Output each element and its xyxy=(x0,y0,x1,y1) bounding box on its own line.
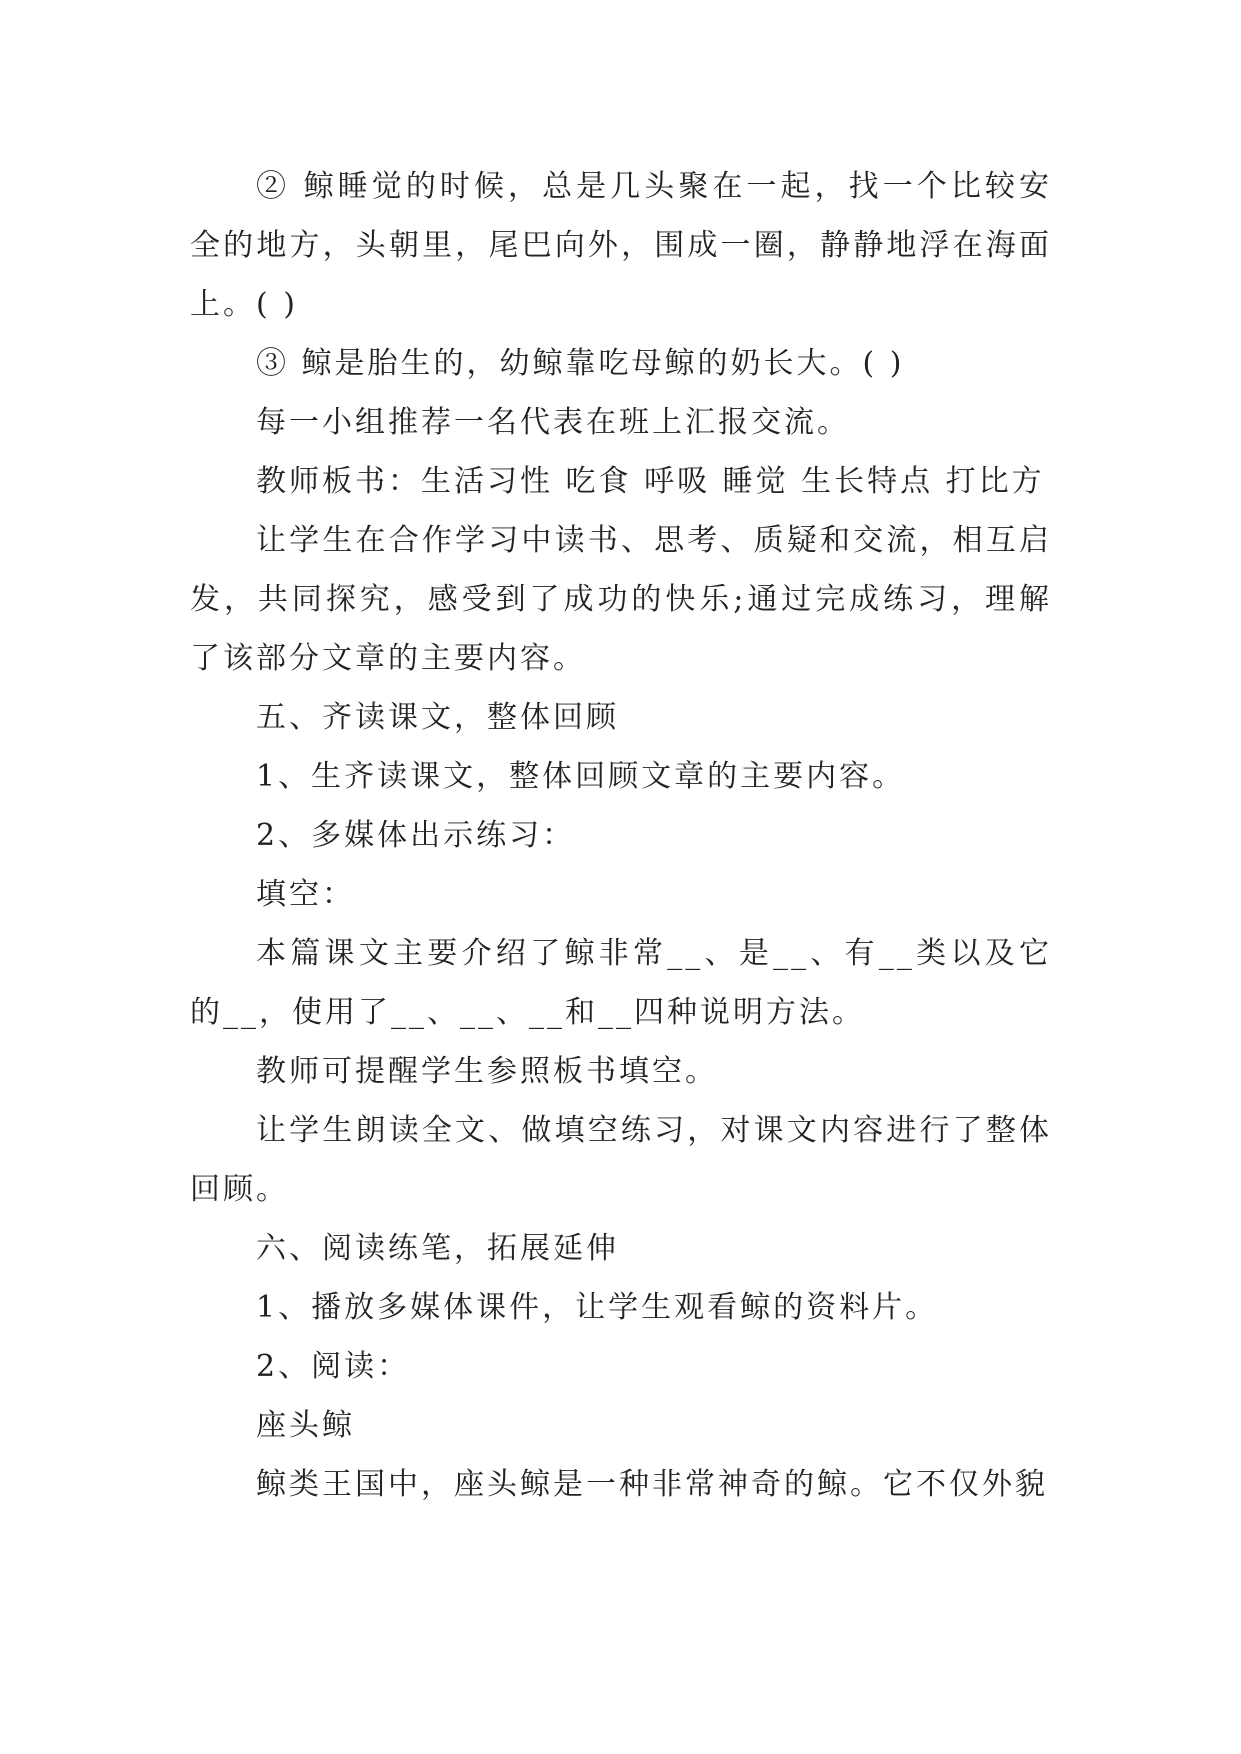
document-body xyxy=(190,157,1052,1514)
paragraph-review: 让学生朗读全文、做填空练习，对课文内容进行了整体回顾。 xyxy=(190,1113,1052,1207)
paragraph-cooperative-learning: 让学生在合作学习中读书、思考、质疑和交流，相互启发，共同探究，感受到了成功的快乐;通过完成练习，理解了该部分文章的主要内容。 xyxy=(190,523,1052,676)
reading-title: 座头鲸 xyxy=(256,1408,355,1443)
section-heading-five: 五、齐读课文，整体回顾 xyxy=(256,700,619,735)
section-heading-six: 六、阅读练笔，拓展延伸 xyxy=(256,1231,619,1266)
list-item-reading: 2、阅读： xyxy=(256,1349,411,1384)
paragraph-blackboard: 教师板书：生活习性 吃食 呼吸 睡觉 生长特点 打比方 xyxy=(256,464,1045,499)
list-item-multimedia-exercise: 2、多媒体出示练习： xyxy=(256,818,576,853)
paragraph-group-report: 每一小组推荐一名代表在班上汇报交流。 xyxy=(256,405,850,440)
paragraph-humpback-whale: 鲸类王国中，座头鲸是一种非常神奇的鲸。它不仅外貌 xyxy=(256,1467,1048,1502)
paragraph-whale-sleeping: ② 鲸睡觉的时候，总是几头聚在一起，找一个比较安全的地方，头朝里，尾巴向外，围成一圈，静静地浮在海面上。( ) xyxy=(190,169,1052,322)
list-item-read-aloud: 1、生齐读课文，整体回顾文章的主要内容。 xyxy=(256,759,906,794)
paragraph-whale-birth: ③ 鲸是胎生的，幼鲸靠吃母鲸的奶长大。( ) xyxy=(256,346,905,381)
paragraph-fill-in-blanks: 本篇课文主要介绍了鲸非常__、是__、有__类以及它的__，使用了__、__、__和__四种说明方法。 xyxy=(190,936,1052,1030)
list-item-play-video: 1、播放多媒体课件，让学生观看鲸的资料片。 xyxy=(256,1290,939,1325)
paragraph-teacher-hint: 教师可提醒学生参照板书填空。 xyxy=(256,1054,718,1089)
label-fill-in: 填空： xyxy=(256,877,355,912)
